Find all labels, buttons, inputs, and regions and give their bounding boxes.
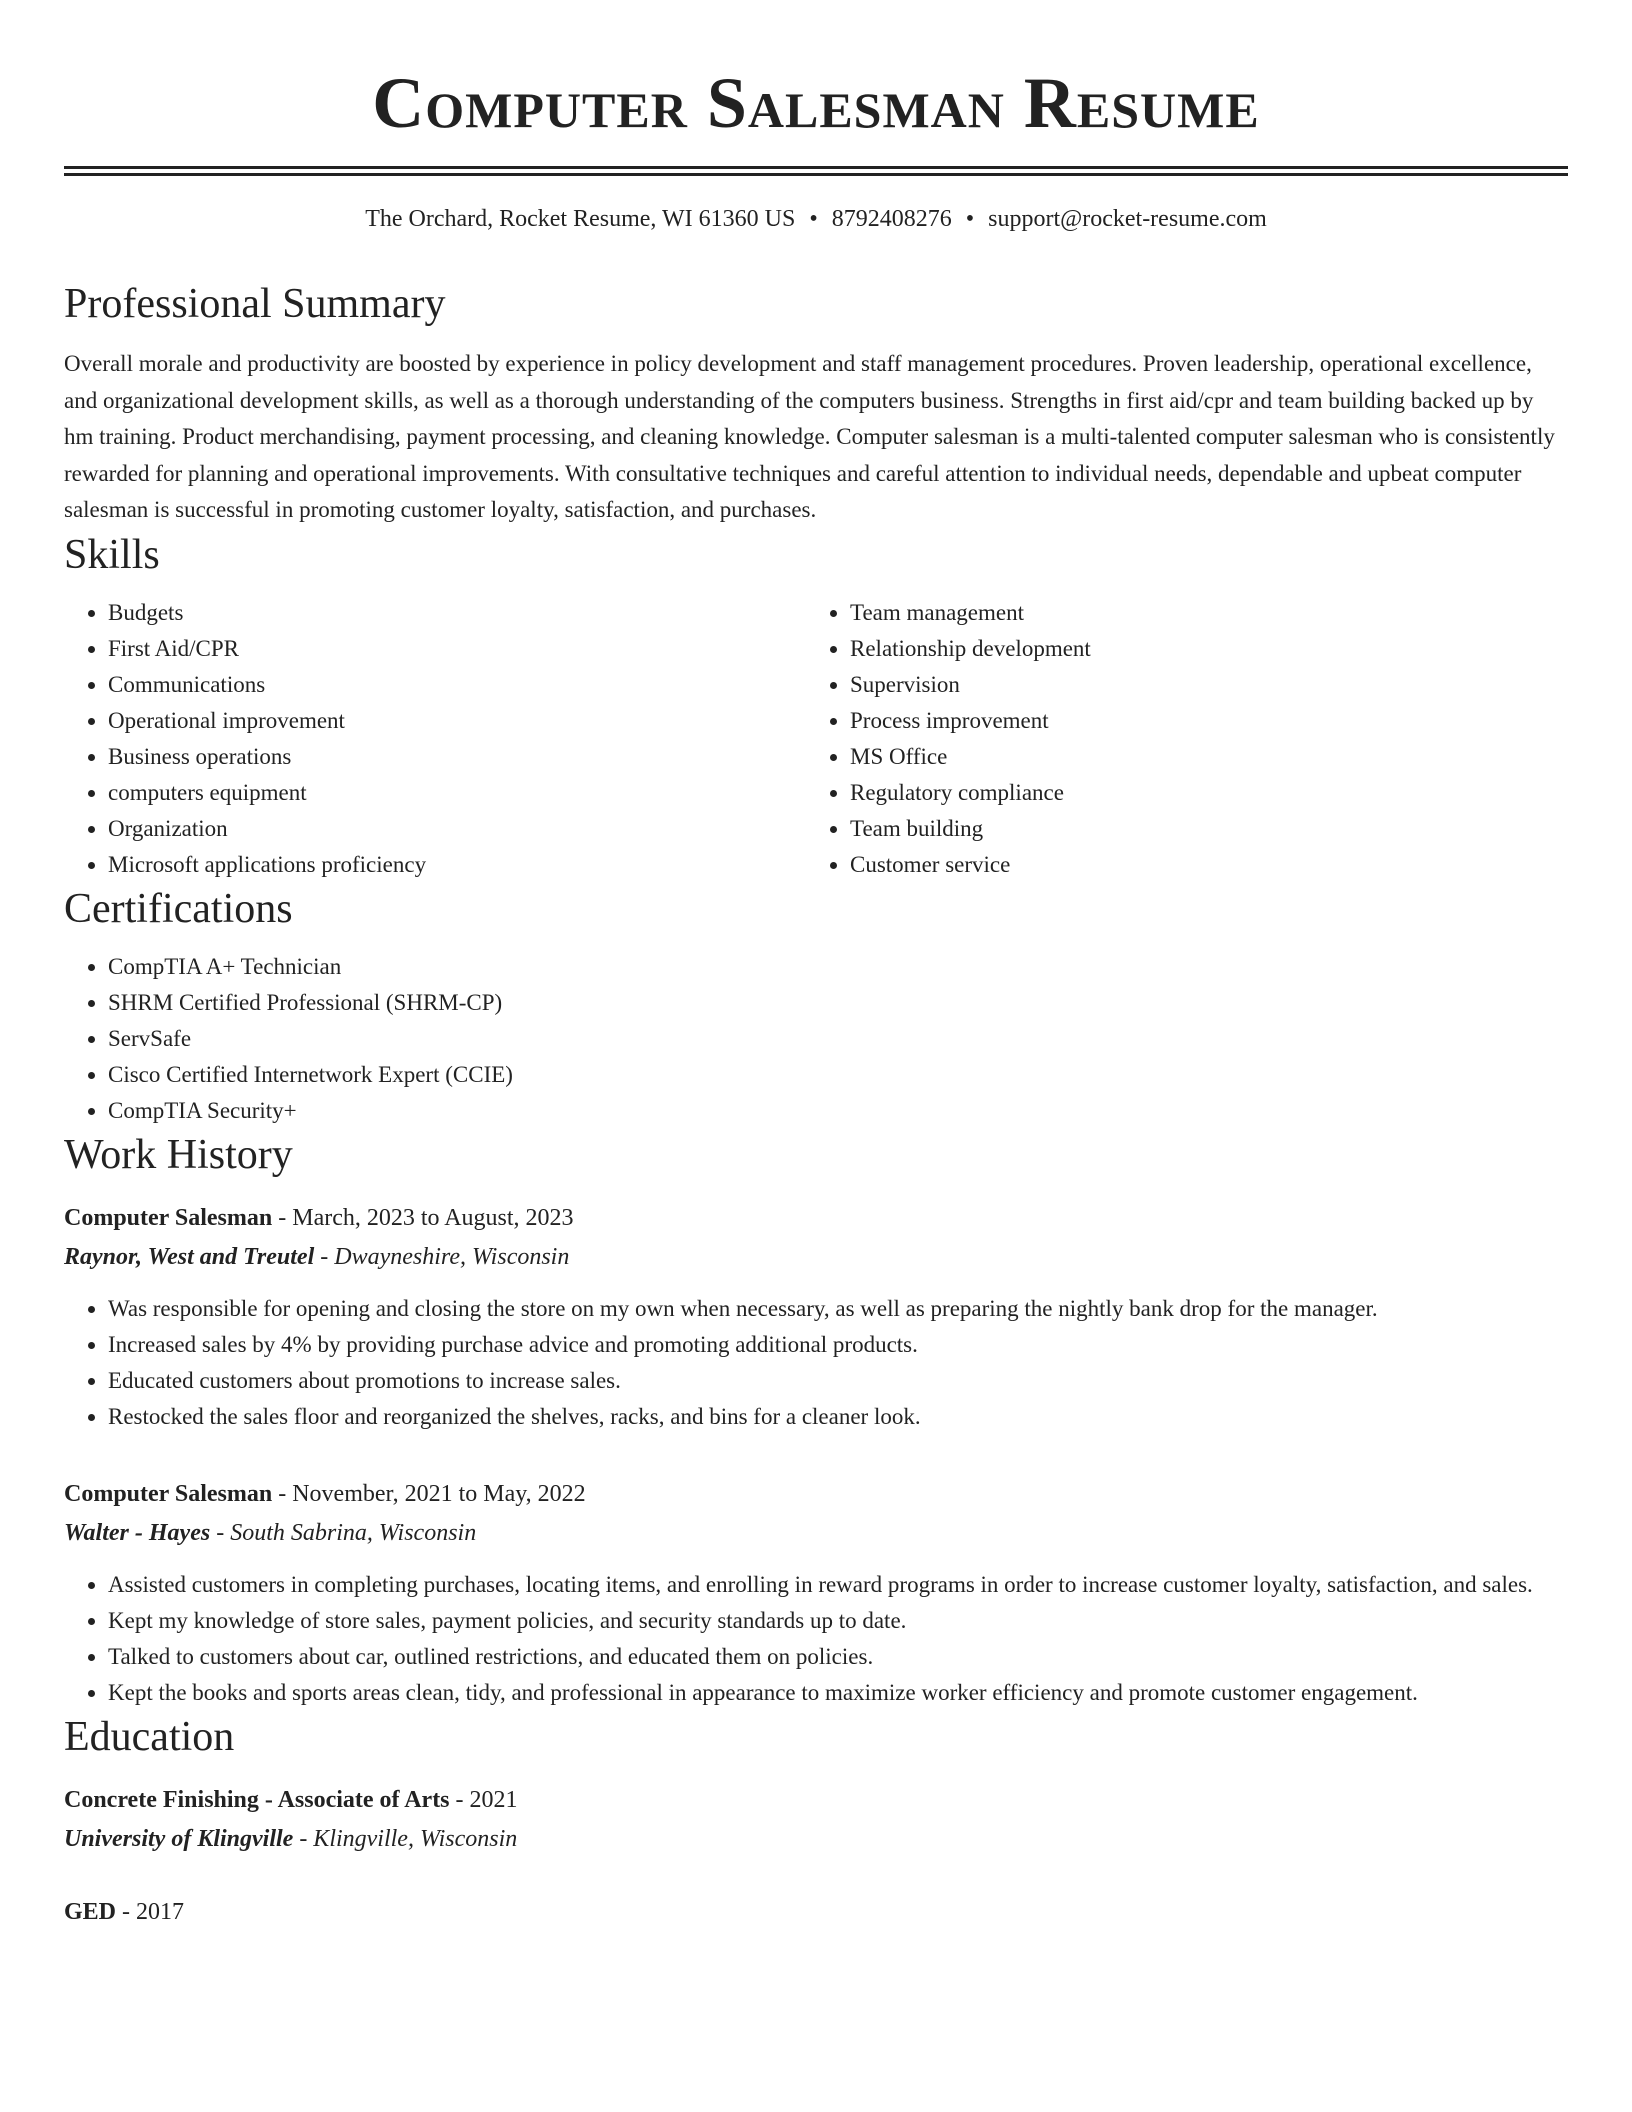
skill-item: • Microsoft applications proficiency (108, 847, 806, 883)
skill-item: • Supervision (850, 667, 1548, 703)
contact-line (64, 202, 1568, 236)
job-bullets (64, 1567, 1568, 1711)
education-degree: Concrete Finishing - Associate of Arts (64, 1786, 450, 1813)
job-bullet: • Restocked the sales floor and reorganized the shelves, racks, and bins for a cleaner look. (108, 1399, 1568, 1435)
job-title: Computer Salesman (64, 1480, 273, 1507)
education-school-line (64, 1820, 1568, 1859)
job-title-line (64, 1475, 1568, 1514)
skill-item: • Customer service (850, 847, 1548, 883)
education-degree-line (64, 1781, 1568, 1820)
education-school: University of Klingville (64, 1825, 294, 1852)
job-bullet: • Kept my knowledge of store sales, payment policies, and security standards up to date. (108, 1603, 1568, 1639)
job-location: - South Sabrina, Wisconsin (210, 1519, 477, 1546)
skill-item: • MS Office (850, 739, 1548, 775)
job-bullet: • Increased sales by 4% by providing purchase advice and promoting additional products. (108, 1327, 1568, 1363)
contact-address: The Orchard, Rocket Resume, WI 61360 US (365, 206, 796, 232)
resume-title: Computer Salesman Resume (372, 63, 1260, 143)
summary-text: Overall morale and productivity are boosted by experience in policy development and staff management procedures. Proven leadership, operational excellence, and organizational development skills, as well as a thorough understanding of the computers business. Strengths in first aid/cpr and team building backed up by hm training. Product merchandising, payment processing, and cleaning knowledge. Computer salesman is a multi-talented computer salesman who is consistently rewarded for planning and operational improvements. With consultative techniques and careful attention to individual needs, dependable and upbeat computer salesman is successful in promoting customer loyalty, satisfaction, and purchases. (64, 351, 1555, 522)
certification-item: • CompTIA Security+ (108, 1093, 1568, 1129)
certifications-list (64, 949, 1568, 1129)
skill-item: • computers equipment (108, 775, 806, 811)
education-year: - 2017 (116, 1898, 185, 1925)
skill-item: • First Aid/CPR (108, 631, 806, 667)
job-company-line (64, 1514, 1568, 1553)
skill-item: • Operational improvement (108, 703, 806, 739)
education-heading: Education (64, 1713, 235, 1760)
education-year: - 2021 (449, 1786, 518, 1813)
skills-list-left (64, 595, 806, 883)
skills-heading: Skills (64, 531, 160, 578)
education-entry (64, 1781, 1568, 1859)
certification-item: • ServSafe (108, 1021, 1568, 1057)
job-company: Walter - Hayes (64, 1519, 211, 1546)
job-bullet: • Educated customers about promotions to increase sales. (108, 1363, 1568, 1399)
job-bullet: • Was responsible for opening and closing the store on my own when necessary, as well as preparing the nightly bank drop for the manager. (108, 1291, 1568, 1327)
contact-email: support@rocket-resume.com (988, 206, 1267, 232)
skills-columns (64, 595, 1568, 883)
education-degree-line (64, 1893, 1568, 1932)
skill-item: • Regulatory compliance (850, 775, 1548, 811)
job-bullet: • Talked to customers about car, outlined restrictions, and educated them on policies. (108, 1639, 1568, 1675)
job-entry (64, 1199, 1568, 1435)
job-company: Raynor, West and Treutel (64, 1243, 315, 1270)
contact-phone: 8792408276 (831, 206, 952, 232)
skill-item: • Organization (108, 811, 806, 847)
certification-item: • SHRM Certified Professional (SHRM-CP) (108, 985, 1568, 1021)
contact-separator: • (965, 206, 975, 232)
skill-item: • Budgets (108, 595, 806, 631)
skill-item: • Team management (850, 595, 1548, 631)
job-title-line (64, 1199, 1568, 1238)
resume-page (64, 0, 1568, 1932)
title-divider (64, 166, 1568, 176)
skill-item: • Business operations (108, 739, 806, 775)
job-dates: - March, 2023 to August, 2023 (272, 1204, 574, 1231)
job-title: Computer Salesman (64, 1204, 273, 1231)
certification-item: • CompTIA A+ Technician (108, 949, 1568, 985)
job-bullets (64, 1291, 1568, 1435)
skill-item: • Communications (108, 667, 806, 703)
skill-item: • Relationship development (850, 631, 1548, 667)
job-location: - Dwayneshire, Wisconsin (314, 1243, 570, 1270)
work-history-heading: Work History (64, 1131, 293, 1178)
education-location: - Klingville, Wisconsin (293, 1825, 518, 1852)
certifications-heading: Certifications (64, 885, 293, 932)
education-degree: GED (64, 1898, 117, 1925)
certification-item: • Cisco Certified Internetwork Expert (CCIE) (108, 1057, 1568, 1093)
job-entry (64, 1475, 1568, 1711)
job-bullet: • Kept the books and sports areas clean, tidy, and professional in appearance to maximize worker efficiency and promote customer engagement. (108, 1675, 1568, 1711)
summary-heading: Professional Summary (64, 281, 446, 327)
education-entry (64, 1893, 1568, 1932)
skill-item: • Process improvement (850, 703, 1548, 739)
skill-item: • Team building (850, 811, 1548, 847)
contact-separator: • (809, 206, 818, 232)
job-company-line (64, 1238, 1568, 1277)
job-bullet: • Assisted customers in completing purchases, locating items, and enrolling in reward programs in order to increase customer loyalty, satisfaction, and sales. (108, 1567, 1568, 1603)
skills-list-right (806, 595, 1548, 883)
job-dates: - November, 2021 to May, 2022 (272, 1480, 586, 1507)
